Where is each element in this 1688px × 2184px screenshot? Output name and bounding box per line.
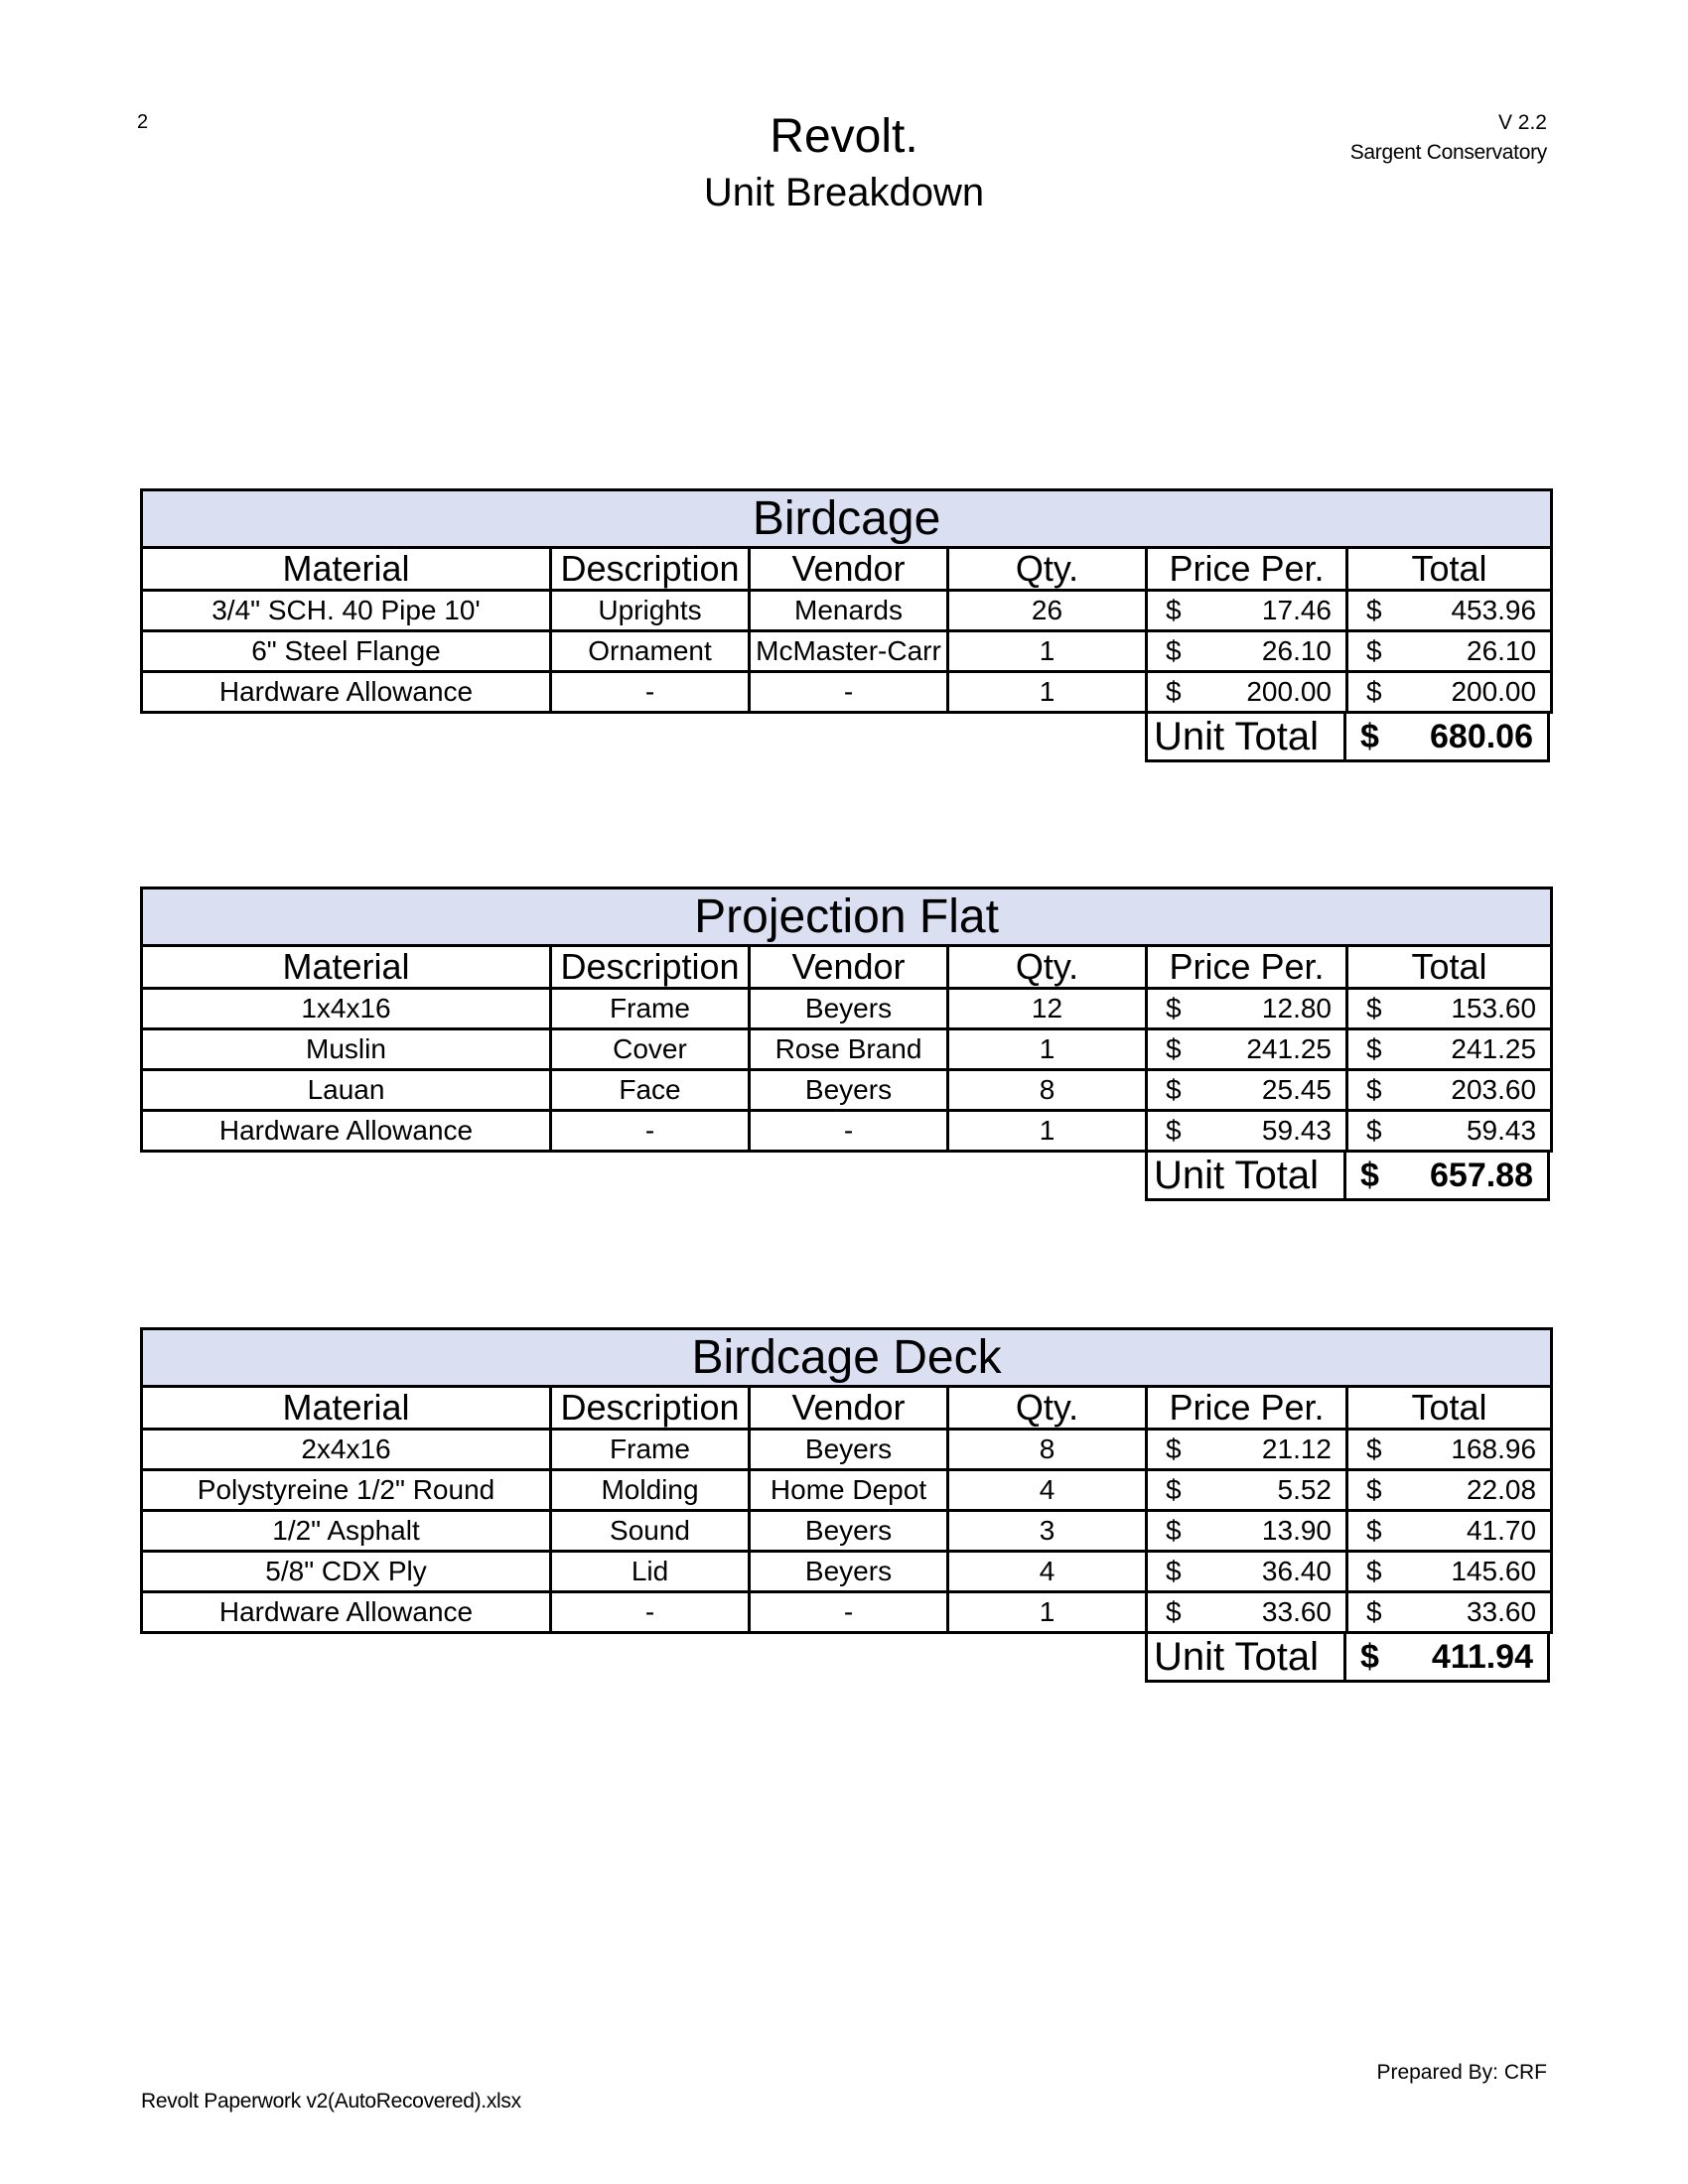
currency-symbol: $ (1366, 993, 1382, 1024)
table-row (142, 1470, 1552, 1511)
column-header: Vendor (750, 548, 948, 591)
cell-description: Frame (551, 989, 750, 1029)
cell-vendor: Beyers (750, 1430, 948, 1470)
unit-table-block (140, 488, 1550, 758)
table-row (142, 1592, 1552, 1633)
cell-qty: 8 (948, 1070, 1147, 1111)
cell-vendor: Menards (750, 591, 948, 631)
cell-price (1147, 672, 1347, 713)
column-header: Qty. (948, 548, 1147, 591)
cell-total (1347, 989, 1552, 1029)
cell-description: Ornament (551, 631, 750, 672)
amount: 41.70 (1466, 1515, 1537, 1546)
column-header: Vendor (750, 946, 948, 989)
cell-price (1147, 1552, 1347, 1592)
column-header: Vendor (750, 1387, 948, 1430)
currency-symbol: $ (1366, 635, 1382, 666)
currency-symbol: $ (1166, 635, 1182, 666)
cell-qty: 1 (948, 1592, 1147, 1633)
page-title: Revolt. (770, 110, 918, 163)
cell-price (1147, 1470, 1347, 1511)
table-row (142, 1430, 1552, 1470)
amount: 59.43 (1261, 1115, 1332, 1146)
amount: 22.08 (1466, 1474, 1537, 1505)
amount: 21.12 (1261, 1433, 1332, 1464)
column-header: Description (551, 946, 750, 989)
unit-total-amount: 657.88 (1430, 1157, 1533, 1194)
cell-total (1347, 1470, 1552, 1511)
cell-qty: 26 (948, 591, 1147, 631)
cell-vendor: - (750, 1111, 948, 1152)
table-row (142, 1511, 1552, 1552)
amount: 241.25 (1246, 1033, 1332, 1064)
currency-symbol: $ (1166, 595, 1182, 625)
cell-material: 1/2" Asphalt (142, 1511, 551, 1552)
cell-total (1347, 631, 1552, 672)
column-header-row (142, 1387, 1552, 1430)
unit-title: Projection Flat (142, 888, 1552, 946)
cell-material: Hardware Allowance (142, 672, 551, 713)
column-header: Total (1347, 1387, 1552, 1430)
currency-symbol: $ (1366, 1033, 1382, 1064)
currency-symbol: $ (1166, 1596, 1182, 1627)
unit-table-block (140, 887, 1550, 1197)
cell-description: - (551, 672, 750, 713)
currency-symbol: $ (1366, 1474, 1382, 1505)
table-row (142, 591, 1552, 631)
cell-qty: 4 (948, 1470, 1147, 1511)
amount: 203.60 (1451, 1074, 1537, 1105)
table-row (142, 1552, 1552, 1592)
cell-description: Uprights (551, 591, 750, 631)
amount: 200.00 (1451, 676, 1537, 707)
unit-table (140, 1327, 1553, 1634)
unit-total-row (1145, 1153, 1550, 1201)
column-header: Material (142, 946, 551, 989)
cell-material: Lauan (142, 1070, 551, 1111)
amount: 59.43 (1466, 1115, 1537, 1146)
cell-total (1347, 672, 1552, 713)
table-row (142, 1070, 1552, 1111)
cell-qty: 1 (948, 1029, 1147, 1070)
currency-symbol: $ (1166, 1115, 1182, 1146)
cell-total (1347, 1552, 1552, 1592)
column-header: Qty. (948, 946, 1147, 989)
currency-symbol: $ (1166, 1033, 1182, 1064)
amount: 26.10 (1467, 635, 1537, 666)
cell-qty: 8 (948, 1430, 1147, 1470)
amount: 145.60 (1451, 1556, 1537, 1586)
amount: 13.90 (1261, 1515, 1332, 1546)
currency-symbol: $ (1166, 993, 1182, 1024)
amount: 33.60 (1466, 1596, 1537, 1627)
cell-price (1147, 989, 1347, 1029)
column-header: Price Per. (1147, 1387, 1347, 1430)
cell-material: Muslin (142, 1029, 551, 1070)
cell-material: Polystyreine 1/2" Round (142, 1470, 551, 1511)
cell-qty: 12 (948, 989, 1147, 1029)
page-subtitle: Unit Breakdown (703, 171, 985, 214)
table-row (142, 1111, 1552, 1152)
cell-description: - (551, 1592, 750, 1633)
currency-symbol: $ (1360, 718, 1379, 755)
column-header: Description (551, 548, 750, 591)
cell-description: Molding (551, 1470, 750, 1511)
cell-material: Hardware Allowance (142, 1111, 551, 1152)
cell-price (1147, 1430, 1347, 1470)
amount: 33.60 (1261, 1596, 1332, 1627)
unit-title: Birdcage (142, 490, 1552, 548)
unit-total-label: Unit Total (1148, 1634, 1346, 1680)
amount: 17.46 (1261, 595, 1332, 625)
file-name: Revolt Paperwork v2(AutoRecovered).xlsx (141, 2090, 521, 2113)
column-header: Description (551, 1387, 750, 1430)
cell-price (1147, 1070, 1347, 1111)
cell-vendor: Beyers (750, 989, 948, 1029)
cell-vendor: Beyers (750, 1511, 948, 1552)
unit-total-amount: 680.06 (1430, 718, 1533, 755)
cell-vendor: Beyers (750, 1552, 948, 1592)
cell-total (1347, 1592, 1552, 1633)
currency-symbol: $ (1166, 1556, 1182, 1586)
prepared-by: Prepared By: CRF (1376, 2061, 1547, 2084)
cell-price (1147, 1029, 1347, 1070)
currency-symbol: $ (1366, 1515, 1382, 1546)
amount: 241.25 (1451, 1033, 1537, 1064)
column-header-row (142, 946, 1552, 989)
amount: 200.00 (1246, 676, 1332, 707)
unit-table (140, 887, 1553, 1153)
cell-price (1147, 591, 1347, 631)
table-row (142, 1029, 1552, 1070)
cell-total (1347, 1029, 1552, 1070)
cell-description: Cover (551, 1029, 750, 1070)
cell-total (1347, 1430, 1552, 1470)
unit-total-row (1145, 714, 1550, 762)
version-label: V 2.2 (1497, 111, 1547, 134)
cell-vendor: Rose Brand (750, 1029, 948, 1070)
amount: 26.10 (1261, 635, 1332, 666)
amount: 36.40 (1261, 1556, 1332, 1586)
cell-description: Frame (551, 1430, 750, 1470)
currency-symbol: $ (1360, 1157, 1379, 1194)
unit-title: Birdcage Deck (142, 1329, 1552, 1387)
unit-total-value (1346, 1153, 1547, 1198)
currency-symbol: $ (1166, 1433, 1182, 1464)
cell-total (1347, 1070, 1552, 1111)
column-header: Price Per. (1147, 548, 1347, 591)
page-number: 2 (137, 111, 149, 133)
cell-material: 2x4x16 (142, 1430, 551, 1470)
currency-symbol: $ (1366, 1596, 1382, 1627)
cell-price (1147, 1111, 1347, 1152)
column-header: Total (1347, 548, 1552, 591)
cell-material: 5/8" CDX Ply (142, 1552, 551, 1592)
cell-qty: 4 (948, 1552, 1147, 1592)
cell-material: Hardware Allowance (142, 1592, 551, 1633)
table-row (142, 672, 1552, 713)
currency-symbol: $ (1366, 1115, 1382, 1146)
column-header: Material (142, 1387, 551, 1430)
currency-symbol: $ (1166, 1515, 1182, 1546)
table-row (142, 989, 1552, 1029)
currency-symbol: $ (1366, 1433, 1382, 1464)
currency-symbol: $ (1366, 595, 1382, 625)
column-header: Total (1347, 946, 1552, 989)
amount: 153.60 (1451, 993, 1537, 1024)
currency-symbol: $ (1366, 676, 1382, 707)
organization-label: Sargent Conservatory (1349, 141, 1547, 164)
cell-material: 6" Steel Flange (142, 631, 551, 672)
amount: 5.52 (1277, 1474, 1332, 1505)
cell-vendor: Home Depot (750, 1470, 948, 1511)
column-header: Price Per. (1147, 946, 1347, 989)
unit-total-row (1145, 1634, 1550, 1683)
cell-total (1347, 1111, 1552, 1152)
currency-symbol: $ (1366, 1556, 1382, 1586)
cell-price (1147, 1592, 1347, 1633)
cell-qty: 1 (948, 1111, 1147, 1152)
cell-vendor: - (750, 1592, 948, 1633)
amount: 25.45 (1261, 1074, 1332, 1105)
unit-total-label: Unit Total (1148, 714, 1346, 759)
amount: 168.96 (1451, 1433, 1537, 1464)
cell-vendor: - (750, 672, 948, 713)
unit-total-value (1346, 714, 1547, 759)
cell-description: Sound (551, 1511, 750, 1552)
cell-description: - (551, 1111, 750, 1152)
cell-vendor: McMaster-Carr (750, 631, 948, 672)
column-header: Qty. (948, 1387, 1147, 1430)
cell-total (1347, 591, 1552, 631)
currency-symbol: $ (1166, 1474, 1182, 1505)
currency-symbol: $ (1166, 676, 1182, 707)
currency-symbol: $ (1360, 1638, 1379, 1676)
cell-description: Face (551, 1070, 750, 1111)
cell-qty: 1 (948, 631, 1147, 672)
currency-symbol: $ (1366, 1074, 1382, 1105)
unit-total-label: Unit Total (1148, 1153, 1346, 1198)
cell-qty: 1 (948, 672, 1147, 713)
cell-vendor: Beyers (750, 1070, 948, 1111)
currency-symbol: $ (1166, 1074, 1182, 1105)
unit-total-amount: 411.94 (1431, 1638, 1533, 1676)
cell-qty: 3 (948, 1511, 1147, 1552)
cell-description: Lid (551, 1552, 750, 1592)
amount: 12.80 (1261, 993, 1332, 1024)
cell-material: 3/4" SCH. 40 Pipe 10' (142, 591, 551, 631)
column-header-row (142, 548, 1552, 591)
unit-table-block (140, 1327, 1550, 1679)
cell-material: 1x4x16 (142, 989, 551, 1029)
unit-table (140, 488, 1553, 714)
column-header: Material (142, 548, 551, 591)
unit-total-value (1346, 1634, 1547, 1680)
amount: 453.96 (1451, 595, 1537, 625)
table-row (142, 631, 1552, 672)
cell-total (1347, 1511, 1552, 1552)
cell-price (1147, 631, 1347, 672)
cell-price (1147, 1511, 1347, 1552)
